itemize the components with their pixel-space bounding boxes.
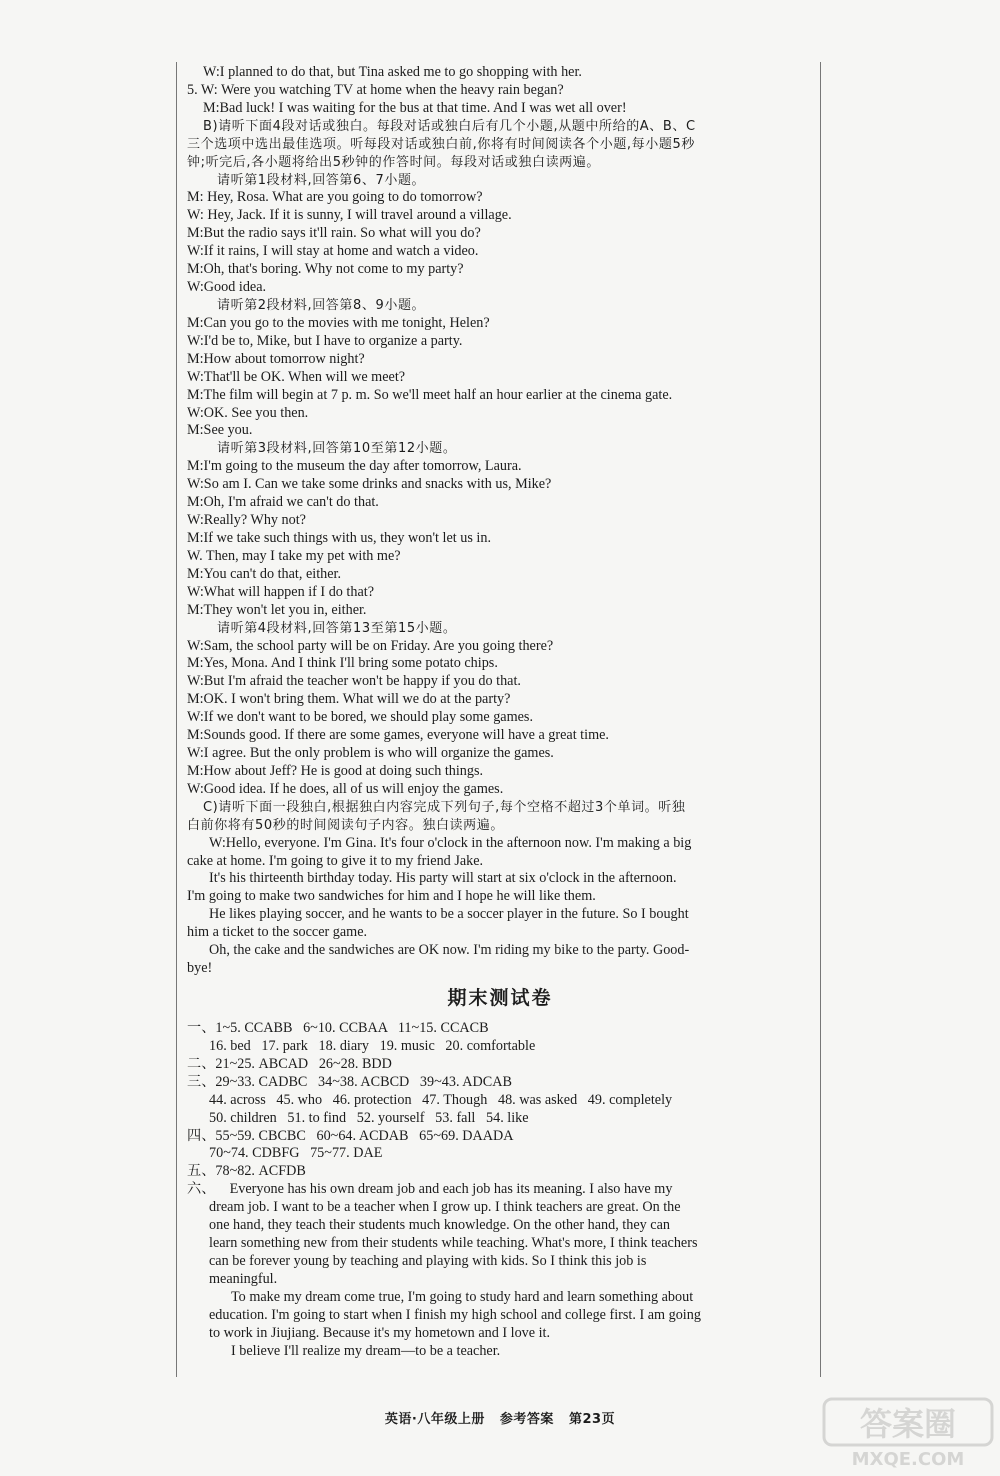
dialogue-line: M:OK. I won't bring them. What will we do at the party? [187, 691, 511, 708]
dialogue-line: M:Oh, I'm afraid we can't do that. [187, 494, 379, 511]
dialogue-line: W:OK. See you then. [187, 404, 309, 421]
dialogue-line: M:How about Jeff? He is good at doing such things. [187, 762, 484, 779]
instruction-line: 钟;听完后,各小题将给出5秒钟的作答时间。每段对话或独白读两遍。 [187, 154, 600, 170]
essay-line: to work in Jiujiang. Because it's my hometown and I love it. [209, 1324, 551, 1341]
section-label: 请听第2段材料,回答第8、9小题。 [217, 297, 426, 313]
text-line: W:I planned to do that, but Tina asked me to go shopping with her. [203, 64, 582, 80]
monologue-line: W:Hello, everyone. I'm Gina. It's four o'clock in the afternoon now. I'm making a big [209, 834, 692, 851]
dialogue-line: W:If it rains, I will stay at home and watch a video. [187, 243, 479, 260]
dialogue-line: W:I agree. But the only problem is who will organize the games. [187, 745, 554, 762]
dialogue-line: M:Can you go to the movies with me tonight, Helen? [187, 314, 490, 331]
page-footer: 英语·八年级上册 参考答案 第23页 [384, 1412, 616, 1427]
dialogue-line: W: Hey, Jack. If it is sunny, I will travel around a village. [187, 207, 512, 224]
answer-line: 四、55~59. CBCBC 60~64. ACDAB 65~69. DAADA [187, 1127, 514, 1144]
dialogue-line: W:But I'm afraid the teacher won't be happy if you do that. [187, 673, 521, 690]
essay-line: I believe I'll realize my dream—to be a teacher. [231, 1342, 501, 1359]
monologue-line: It's his thirteenth birthday today. His party will start at six o'clock in the afternoon. [209, 870, 677, 887]
monologue-line: I'm going to make two sandwiches for him and I hope he will like them. [187, 888, 596, 905]
essay-line: 六、 Everyone has his own dream job and each job has its meaning. I also have my [187, 1181, 673, 1198]
dialogue-line: W:Good idea. If he does, all of us will enjoy the games. [187, 780, 504, 797]
dialogue-line: W:I'd be to, Mike, but I have to organize a party. [187, 332, 463, 349]
left-margin-rule [176, 62, 177, 1377]
dialogue-line: W:Good idea. [187, 279, 267, 296]
instruction-line: 白前你将有50秒的时间阅读句子内容。独白读两遍。 [187, 817, 504, 833]
instruction-line: B)请听下面4段对话或独白。每段对话或独白后有几个小题,从题中所给的A、B、C [203, 118, 696, 134]
dialogue-line: M:How about tomorrow night? [187, 350, 365, 367]
essay-line: meaningful. [209, 1270, 278, 1287]
answer-content [187, 64, 813, 1361]
text-line: 5. W: Were you watching TV at home when the heavy rain began? [187, 81, 564, 98]
dialogue-line: M:If we take such things with us, they won't let us in. [187, 529, 492, 546]
essay-line: learn something new from their students while teaching. What's more, I think teachers [209, 1235, 698, 1252]
dialogue-line: M:You can't do that, either. [187, 565, 342, 582]
watermark-logo [822, 1395, 994, 1471]
section-label: 请听第3段材料,回答第10至第12小题。 [217, 441, 457, 457]
essay-line: To make my dream come true, I'm going to study hard and learn something about [231, 1288, 694, 1305]
dialogue-line: M:But the radio says it'll rain. So what will you do? [187, 225, 481, 242]
essay-line: dream job. I want to be a teacher when I grow up. I think teachers are great. On the [209, 1199, 681, 1216]
dialogue-line: M:The film will begin at 7 p. m. So we'll meet half an hour earlier at the cinema gate. [187, 386, 673, 403]
answer-line: 五、78~82. ACFDB [187, 1163, 306, 1180]
section-heading: 期末测试卷 [447, 987, 553, 1010]
answer-line: 三、29~33. CADBC 34~38. ACBCD 39~43. ADCAB [187, 1073, 512, 1090]
right-margin-rule [820, 62, 821, 1377]
answer-line: 16. bed 17. park 18. diary 19. music 20. comfortable [209, 1037, 536, 1054]
watermark-text: 答案圈 [859, 1405, 957, 1443]
dialogue-line: M: Hey, Rosa. What are you going to do tomorrow? [187, 189, 483, 206]
monologue-line: bye! [187, 960, 213, 977]
dialogue-line: M:Yes, Mona. And I think I'll bring some potato chips. [187, 655, 498, 672]
dialogue-line: W:What will happen if I do that? [187, 583, 375, 600]
monologue-line: cake at home. I'm going to give it to my friend Jake. [187, 852, 484, 869]
dialogue-line: M:They won't let you in, either. [187, 601, 367, 618]
essay-line: can be forever young by teaching and playing with kids. So I think this job is [209, 1253, 647, 1269]
monologue-line: him a ticket to the soccer game. [187, 924, 368, 941]
answer-line: 一、1~5. CCABB 6~10. CCBAA 11~15. CCACB [187, 1020, 489, 1037]
answer-line: 50. children 51. to find 52. yourself 53. fall 54. like [209, 1109, 529, 1126]
instruction-line: 三个选项中选出最佳选项。听每段对话或独白前,你将有时间阅读各个小题,每小题5秒 [187, 136, 695, 152]
dialogue-line: M:I'm going to the museum the day after tomorrow, Laura. [187, 458, 522, 475]
essay-line: one hand, they teach their students much knowledge. On the other hand, they can [209, 1217, 670, 1234]
answer-line: 70~74. CDBFG 75~77. DAE [209, 1145, 383, 1162]
dialogue-line: W:Sam, the school party will be on Friday. Are you going there? [187, 637, 554, 654]
section-label: 请听第1段材料,回答第6、7小题。 [217, 172, 426, 188]
essay-line: education. I'm going to start when I finish my high school and college first. I am going [209, 1306, 701, 1323]
dialogue-line: W:Really? Why not? [187, 512, 306, 529]
section-label: 请听第4段材料,回答第13至第15小题。 [217, 620, 457, 636]
dialogue-line: W:So am I. Can we take some drinks and snacks with us, Mike? [187, 476, 552, 493]
answer-line: 二、21~25. ABCAD 26~28. BDD [187, 1055, 392, 1072]
dialogue-line: M:Oh, that's boring. Why not come to my party? [187, 261, 464, 278]
monologue-line: Oh, the cake and the sandwiches are OK now. I'm riding my bike to the party. Good- [209, 942, 690, 959]
dialogue-line: M:Sounds good. If there are some games, everyone will have a great time. [187, 727, 609, 744]
dialogue-line: W:If we don't want to be bored, we should play some games. [187, 709, 533, 726]
dialogue-line: W:That'll be OK. When will we meet? [187, 368, 406, 385]
answer-line: 44. across 45. who 46. protection 47. Though 48. was asked 49. completely [209, 1091, 673, 1108]
watermark-domain: MXQE.COM [851, 1449, 965, 1470]
monologue-line: He likes playing soccer, and he wants to be a soccer player in the future. So I bought [209, 906, 689, 923]
dialogue-line: W. Then, may I take my pet with me? [187, 547, 401, 564]
instruction-line: C)请听下面一段独白,根据独白内容完成下列句子,每个空格不超过3个单词。听独 [203, 799, 686, 815]
dialogue-line: M:See you. [187, 422, 253, 439]
text-line: M:Bad luck! I was waiting for the bus at that time. And I was wet all over! [203, 99, 627, 116]
